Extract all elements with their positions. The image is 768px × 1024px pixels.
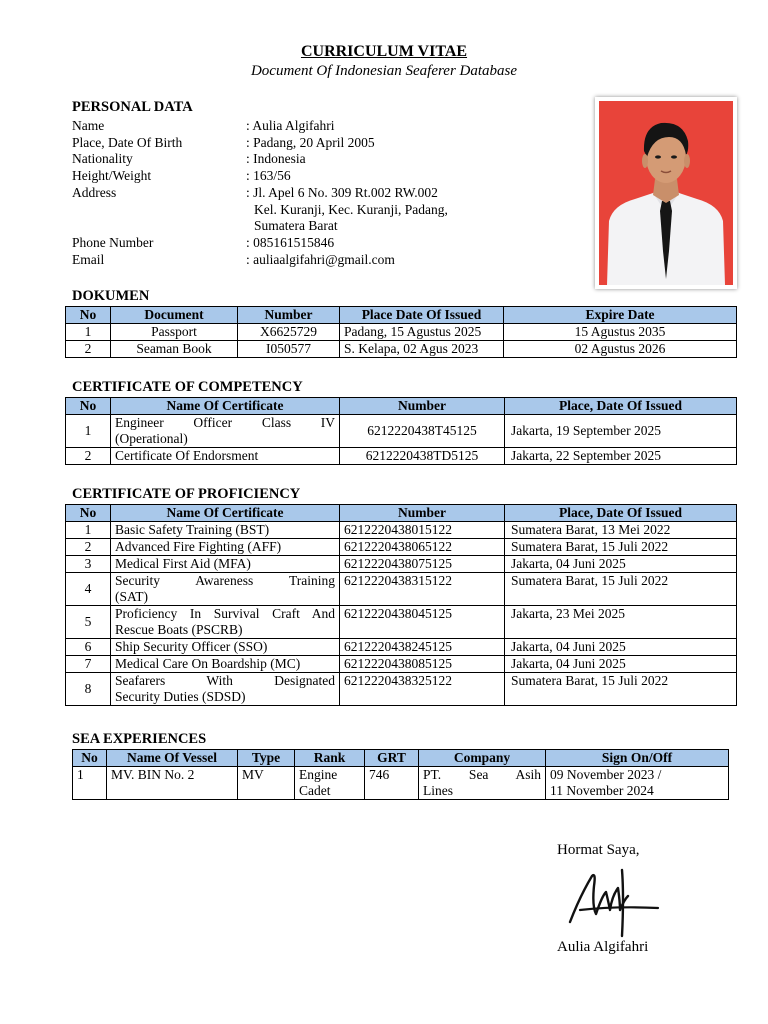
header-sign-on-off: Sign On/Off [546,750,729,767]
personal-data-heading: PERSONAL DATA [72,99,193,115]
sign-on-line: 09 November 2023 / [550,767,662,782]
table-row [73,767,729,800]
email-value: : auliaalgifahri@gmail.com [246,252,395,267]
cell-no: 2 [66,341,111,358]
table-row [66,673,737,706]
cell-no: 1 [66,522,111,539]
table-row [66,539,737,556]
header-number: Number [238,307,340,324]
cell-place-date: Sumatera Barat, 15 Juli 2022 [505,673,737,706]
company-line-2: Lines [423,783,453,798]
sea-header-row [73,750,729,767]
table-row [66,324,737,341]
cell-company [419,767,546,800]
cell-certificate-name [111,573,340,606]
table-row [66,639,737,656]
cell-document: Passport [111,324,238,341]
header-type: Type [238,750,295,767]
header-certificate-name: Name Of Certificate [111,398,340,415]
cop-header-row [66,505,737,522]
cell-number: 6212220438T45125 [340,415,505,448]
coc-heading: CERTIFICATE OF COMPETENCY [72,379,303,395]
cell-no: 5 [66,606,111,639]
cell-number: 6212220438075125 [340,556,505,573]
table-row [66,656,737,673]
dokumen-table [65,306,737,358]
cell-number: 6212220438TD5125 [340,448,505,465]
cell-place-date: Jakarta, 04 Juni 2025 [505,656,737,673]
phone-label: Phone Number [72,235,154,250]
cell-certificate-name [111,673,340,706]
address-line-2: Kel. Kuranji, Kec. Kuranji, Padang, [254,202,448,217]
cell-place-date: S. Kelapa, 02 Agus 2023 [340,341,504,358]
header-number: Number [340,398,505,415]
address-label: Address [72,185,117,200]
address-line-1: : Jl. Apel 6 No. 309 Rt.002 RW.002 [246,185,438,200]
cell-rank [295,767,365,800]
cell-no: 2 [66,448,111,465]
signature-greeting: Hormat Saya, [557,842,640,858]
cop-heading: CERTIFICATE OF PROFICIENCY [72,486,301,502]
table-row [66,556,737,573]
height-weight-value: : 163/56 [246,168,291,183]
certificate-name-line-2: (SAT) [115,589,148,604]
nationality-value: : Indonesia [246,151,306,166]
cell-type: MV [238,767,295,800]
cell-no: 6 [66,639,111,656]
certificate-name-line-1: Engineer Officer Class IV [115,415,335,430]
header-place-date: Place Date Of Issued [340,307,504,324]
dokumen-heading: DOKUMEN [72,288,150,304]
height-weight-label: Height/Weight [72,168,152,183]
header-place-date: Place, Date Of Issued [505,398,737,415]
certificate-name-line-1: Proficiency In Survival Craft And [115,606,335,621]
document-title: CURRICULUM VITAE [300,43,468,60]
header-company: Company [419,750,546,767]
cell-place-date: Sumatera Barat, 15 Juli 2022 [505,573,737,606]
cell-no: 1 [66,415,111,448]
coc-table [65,397,737,465]
cell-place-date: Sumatera Barat, 13 Mei 2022 [505,522,737,539]
cell-place-date: Jakarta, 04 Juni 2025 [505,639,737,656]
table-row [66,522,737,539]
table-row [66,448,737,465]
dokumen-header-row [66,307,737,324]
table-row [66,341,737,358]
cell-certificate-name [111,606,340,639]
header-no: No [66,505,111,522]
cell-expire-date: 15 Agustus 2035 [504,324,737,341]
cell-place-date: Jakarta, 22 September 2025 [505,448,737,465]
cell-number: 6212220438065122 [340,539,505,556]
cell-number: 6212220438085125 [340,656,505,673]
name-value: : Aulia Algifahri [246,118,335,133]
profile-photo [595,97,737,289]
certificate-name-line-1: Seafarers With Designated [115,673,335,688]
cell-place-date: Jakarta, 19 September 2025 [505,415,737,448]
header-document: Document [111,307,238,324]
certificate-name-line-1: Security Awareness Training [115,573,335,588]
cell-place-date: Jakarta, 04 Juni 2025 [505,556,737,573]
table-row [66,606,737,639]
certificate-name-line-2: Rescue Boats (PSCRB) [115,622,243,637]
cell-certificate-name: Medical First Aid (MFA) [111,556,340,573]
header-rank: Rank [295,750,365,767]
table-row [66,415,737,448]
header-no: No [66,307,111,324]
cell-number: 6212220438325122 [340,673,505,706]
cell-certificate-name: Medical Care On Boardship (MC) [111,656,340,673]
document-subtitle: Document Of Indonesian Seaferer Database [250,63,518,79]
cell-vessel: MV. BIN No. 2 [107,767,238,800]
name-label: Name [72,118,105,133]
rank-line-2: Cadet [299,783,331,798]
header-vessel: Name Of Vessel [107,750,238,767]
certificate-name-line-2: Security Duties (SDSD) [115,689,246,704]
cell-document: Seaman Book [111,341,238,358]
cell-no: 2 [66,539,111,556]
header-certificate-name: Name Of Certificate [111,505,340,522]
coc-header-row [66,398,737,415]
handwritten-signature-icon [566,866,666,944]
cell-certificate-name [111,415,340,448]
phone-value: : 085161515846 [246,235,335,250]
cell-no: 4 [66,573,111,606]
birth-label: Place, Date Of Birth [72,135,183,150]
certificate-name-line-2: (Operational) [115,431,188,446]
address-line-3: Sumatera Barat [254,218,338,233]
nationality-label: Nationality [72,151,133,166]
cell-number: 6212220438045125 [340,606,505,639]
person-portrait-icon [599,101,733,285]
cell-certificate-name: Basic Safety Training (BST) [111,522,340,539]
header-grt: GRT [365,750,419,767]
cop-table [65,504,737,706]
cell-no: 7 [66,656,111,673]
header-number: Number [340,505,505,522]
cell-no: 1 [73,767,107,800]
cell-grt: 746 [365,767,419,800]
sea-experiences-table [72,749,729,800]
cell-place-date: Sumatera Barat, 15 Juli 2022 [505,539,737,556]
cell-number: 6212220438015122 [340,522,505,539]
birth-value: : Padang, 20 April 2005 [246,135,375,150]
cell-number: I050577 [238,341,340,358]
cell-certificate-name: Certificate Of Endorsment [111,448,340,465]
table-row [66,573,737,606]
cell-certificate-name: Ship Security Officer (SSO) [111,639,340,656]
cell-no: 8 [66,673,111,706]
header-place-date: Place, Date Of Issued [505,505,737,522]
header-no: No [73,750,107,767]
cell-number: X6625729 [238,324,340,341]
header-no: No [66,398,111,415]
header-expire-date: Expire Date [504,307,737,324]
company-line-1: PT. Sea Asih [423,767,541,782]
cell-expire-date: 02 Agustus 2026 [504,341,737,358]
cell-certificate-name: Advanced Fire Fighting (AFF) [111,539,340,556]
sign-off-line: 11 November 2024 [550,783,654,798]
cell-place-date: Jakarta, 23 Mei 2025 [505,606,737,639]
sea-experiences-heading: SEA EXPERIENCES [72,731,207,747]
cell-sign-on-off [546,767,729,800]
cell-place-date: Padang, 15 Agustus 2025 [340,324,504,341]
cell-no: 1 [66,324,111,341]
cell-no: 3 [66,556,111,573]
cell-number: 6212220438315122 [340,573,505,606]
cell-number: 6212220438245125 [340,639,505,656]
email-label: Email [72,252,105,267]
signature-name: Aulia Algifahri [557,939,649,955]
rank-line-1: Engine [299,767,338,782]
